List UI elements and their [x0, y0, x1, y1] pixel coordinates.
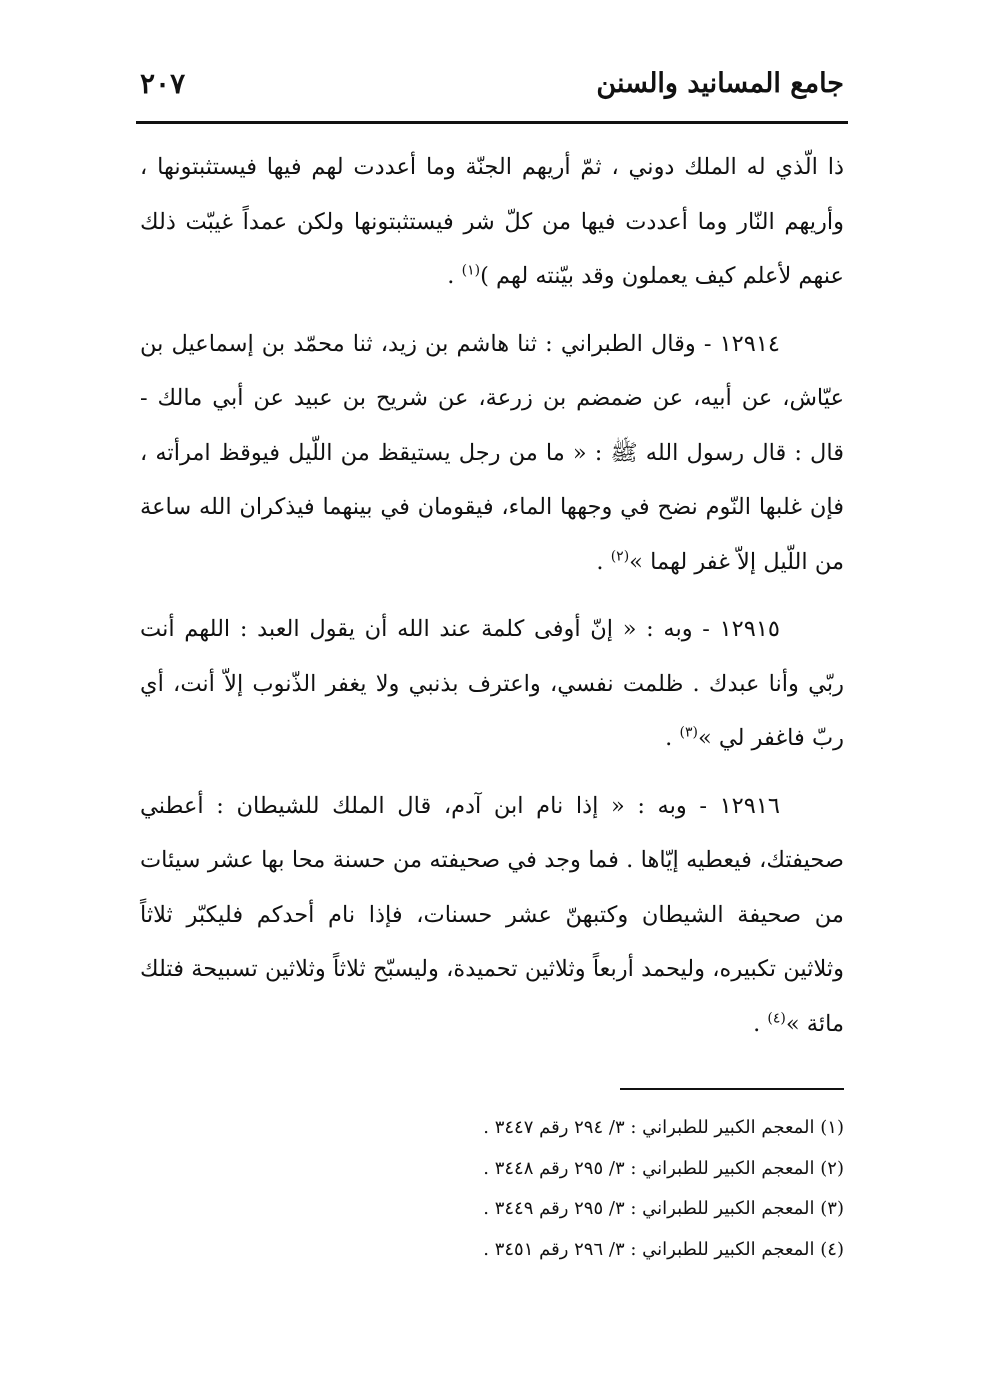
running-title: جامع المسانيد والسنن — [596, 68, 844, 99]
hadith-paragraph — [140, 317, 844, 590]
hadith-paragraph — [140, 602, 844, 766]
paragraph-text: - وقال الطبراني : ثنا هاشم بن زيد، ثنا محمّد بن إسماعيل بن عيّاش، عن أبيه، عن ضمضم بن زرعة، عن شريح بن عبيد عن أبي مالك - قال : قال رسول الله ﷺ : « ما من رجل يستيقظ من اللّيل فيوقظ امرأته ، فإن غلبها النّوم نضح في وجهها الماء، فيقومان في بينهما فيذكران الله ساعة من اللّيل إلاّ غفر لهما » — [140, 330, 844, 575]
main-text — [140, 140, 844, 1064]
footnote-4: (٤) المعجم الكبير للطبراني : ٣/ ٢٩٦ رقم ٣٤٥١ . — [483, 1238, 844, 1260]
paragraph-tail: . — [447, 263, 462, 289]
footnote-ref: (٢) — [610, 548, 630, 564]
footnotes — [140, 1108, 844, 1270]
hadith-paragraph — [140, 779, 844, 1052]
footnote-ref: (٣) — [679, 724, 698, 741]
hadith-number: ١٢٩١٤ — [719, 330, 780, 357]
paragraph-tail: . — [596, 548, 611, 575]
paragraph-tail: . — [665, 725, 680, 751]
footnote-ref: (٤) — [767, 1010, 786, 1026]
hadith-number: ١٢٩١٥ — [719, 616, 780, 642]
footnote-ref: (١) — [461, 262, 481, 279]
footnote-1: (١) المعجم الكبير للطبراني : ٣/ ٢٩٤ رقم ٣٤٤٧ . — [483, 1117, 844, 1138]
page-header — [140, 62, 844, 112]
paragraph-text: ذا الّذي له الملك دوني ، ثمّ أريهم الجنّة وما أعددت لهم فيها فيستثبتونها ، وأريهم النّار وما أعددت فيها من كلّ شر فيستثبتونها ولكن عمداً غيبّت ذلك عنهم لأعلم كيف يعملون وقد بيّنته لهم ) — [140, 154, 844, 289]
header-rule — [136, 121, 848, 124]
footnote-2: (٢) المعجم الكبير للطبراني : ٣/ ٢٩٥ رقم ٣٤٤٨ . — [483, 1157, 844, 1179]
footnote-3: (٣) المعجم الكبير للطبراني : ٣/ ٢٩٥ رقم ٣٤٤٩ . — [483, 1198, 844, 1219]
hadith-number: ١٢٩١٦ — [719, 792, 780, 819]
paragraph-continuation — [140, 140, 844, 304]
paragraph-text: - وبه : « إذا نام ابن آدم، قال الملك للشيطان : أعطني صحيفتك، فيعطيه إيّاها . فما وجد في صحيفته من حسنة محا بها عشر سيئات من صحيفة الشيطان وكتبهنّ عشر حسنات، فإذا نام أحدكم فليكبّر ثلاثاً وثلاثين تكبيره، وليحمد أربعاً وثلاثين تحميدة، وليسبّح ثلاثاً وثلاثين تسبيحة فتلك مائة » — [140, 792, 844, 1037]
paragraph-text: - وبه : « إنّ أوفى كلمة عند الله أن يقول العبد : اللهم أنت ربّي وأنا عبدك . ظلمت نفسي، واعترف بذنبي ولا يغفر الذّنوب إلاّ أنت، أي ربّ فاغفر لي » — [140, 616, 844, 751]
page-number: ٢٠٧ — [140, 67, 186, 100]
paragraph-tail: . — [753, 1010, 768, 1037]
footnote-rule — [620, 1088, 844, 1090]
